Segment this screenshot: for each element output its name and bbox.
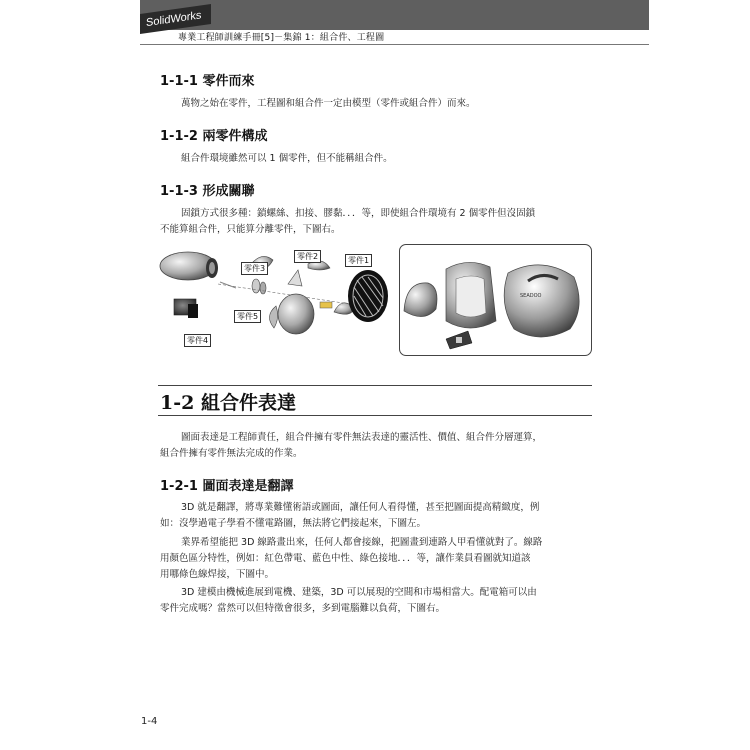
paragraph-1-2-1-p3-line1: 3D 建模由機械進展到電機、建築，3D 可以展現的空間和市場相當大。配電箱可以由 [181,587,537,598]
paragraph-1-2-1-p2-line3: 用哪條色線焊接，下圖中。 [160,569,275,580]
separated-parts-illustration [400,245,591,355]
heading-1-1-1: 1-1-1 零件而來 [160,74,255,89]
chapter-paragraph-line1: 圖面表達是工程師責任，組合件擁有零件無法表達的靈活性、價值、組合件分層運算， [181,432,543,443]
paragraph-1-2-1-p1-line2: 如：沒學過電子學看不懂電路圖，無法將它們接起來，下圖左。 [160,518,427,529]
part-tag-5: 零件5 [234,310,261,323]
chapter-rule-top [158,385,592,386]
chapter-paragraph-line2: 組合件擁有零件無法完成的作業。 [160,448,303,459]
page-number: 1-4 [141,716,158,727]
heading-1-1-2: 1-1-2 兩零件構成 [160,129,268,144]
part-tag-3: 零件3 [241,262,268,275]
header-bar [140,0,649,30]
header-divider [140,44,649,45]
separated-parts-figure [399,244,592,356]
paragraph-1-2-1-p1-line1: 3D 就是翻譯，將專業難懂術語或圖面，讓任何人看得懂，甚至把圖面提高精緻度，例 [181,502,540,513]
paragraph-1-1-3-line2: 不能算組合件，只能算分離零件，下圖右。 [160,224,341,235]
header-title: 專業工程師訓練手冊[5]－集錦 1：組合件、工程圖 [178,33,385,43]
svg-text:SEADOO: SEADOO [520,293,542,299]
paragraph-1-1-1: 萬物之始在零件，工程圖和組合件一定由模型（零件或組合件）而來。 [181,98,476,109]
part-tag-2: 零件2 [294,250,321,263]
heading-1-2-1: 1-2-1 圖面表達是翻譯 [160,479,294,494]
paragraph-1-2-1-p2-line2: 用顏色區分特性，例如：紅色帶電、藍色中性、綠色接地．．．等，讓作業員看圖就知道該 [160,553,531,564]
brand-tab: SolidWorks [140,4,211,34]
paragraph-1-1-3-line1: 固鎖方式很多種：鎖螺絲、扣接、膠黏．．．等，即使組合件環境有 2 個零件但沒固鎖 [181,208,536,219]
part-tag-1: 零件1 [345,254,372,267]
exploded-assembly-figure [158,244,390,354]
chapter-rule-bottom [158,415,592,416]
heading-1-1-3: 1-1-3 形成關聯 [160,184,255,199]
part-tag-4: 零件4 [184,334,211,347]
paragraph-1-2-1-p3-line2: 零件完成嗎？當然可以但特徵會很多，多到電腦難以負荷，下圖右。 [160,603,446,614]
chapter-title: 1-2 組合件表達 [160,392,296,414]
paragraph-1-2-1-p2-line1: 業界希望能把 3D 線路畫出來，任何人都會接線，把圖畫到連路人甲看懂就對了。線路 [181,537,543,548]
paragraph-1-1-2: 組合件環境雖然可以 1 個零件，但不能稱組合件。 [181,153,393,164]
